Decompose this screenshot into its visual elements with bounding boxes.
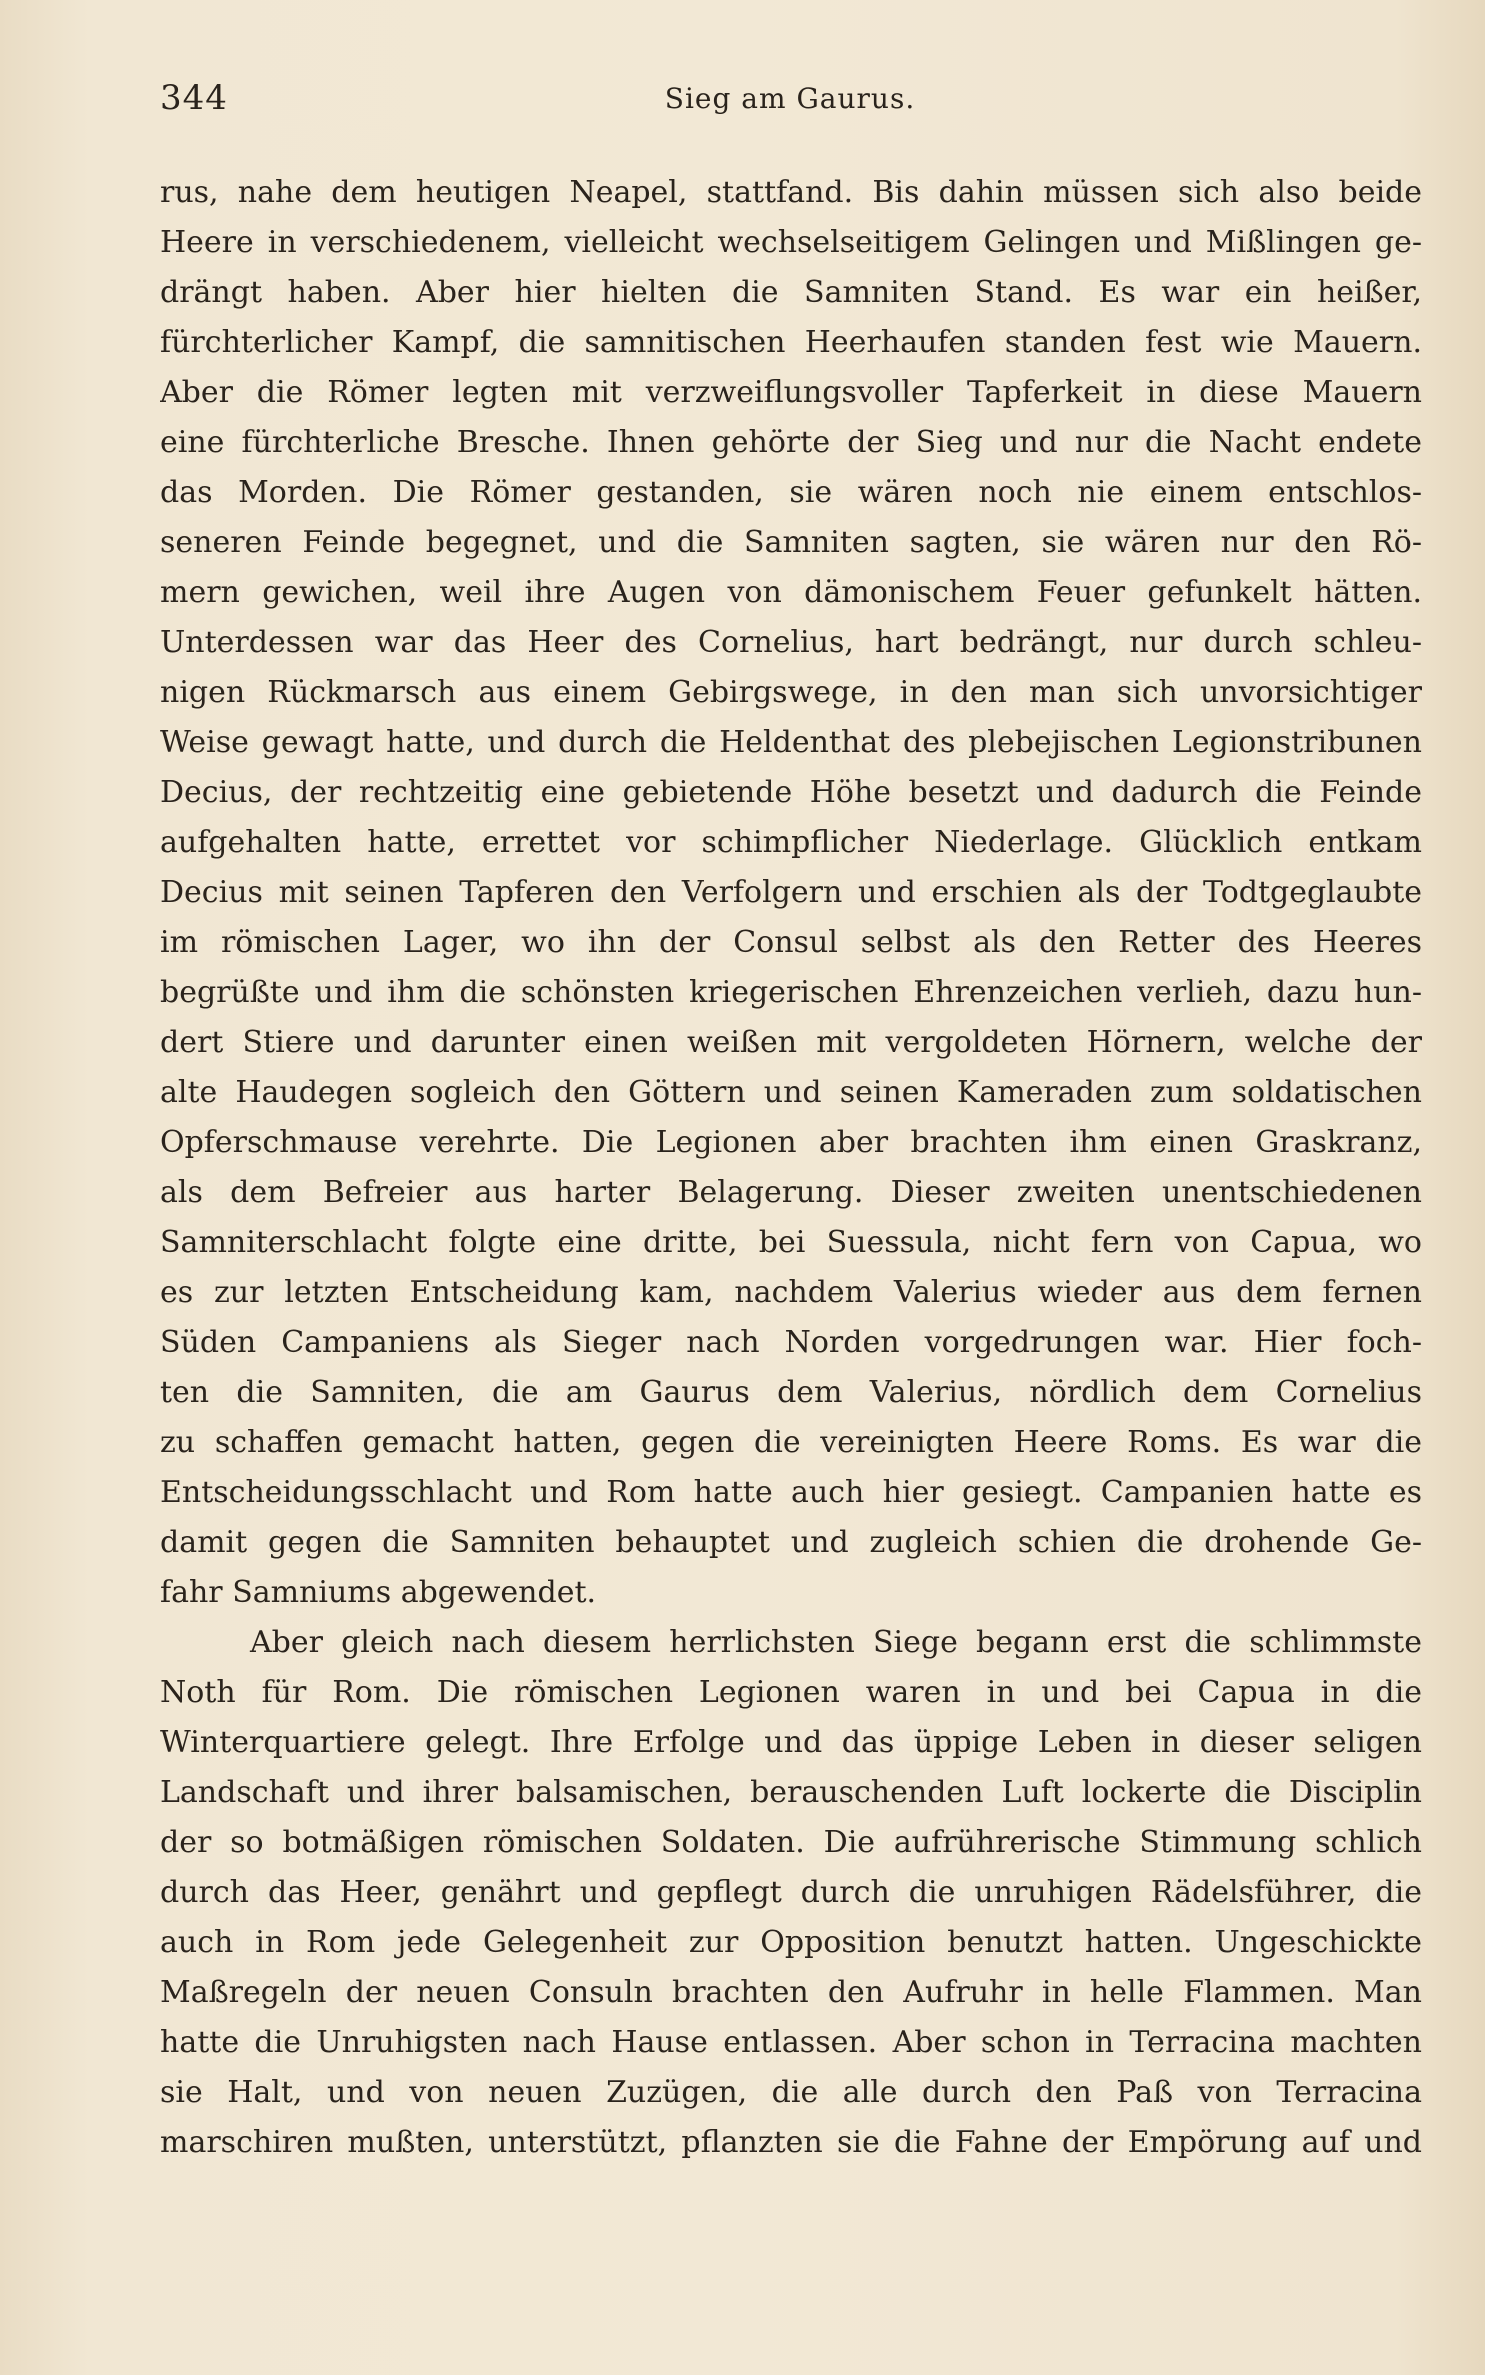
text-line: fahr Samniums abgewendet. (160, 1575, 597, 1610)
text-line: hatte die Unruhigsten nach Hause entlassen. Aber schon in Terracina machten (160, 2025, 1422, 2060)
text-line: dert Stiere und darunter einen weißen mit vergoldeten Hörnern, welche der (160, 1025, 1422, 1060)
running-title: Sieg am Gaurus. (664, 82, 916, 115)
text-line: Samniterschlacht folgte eine dritte, bei Suessula, nicht fern von Capua, wo (160, 1225, 1422, 1260)
text-line: Aber die Römer legten mit verzweiflungsvoller Tapferkeit in diese Mauern (160, 375, 1422, 410)
body-text (160, 168, 1422, 2168)
text-line: als dem Befreier aus harter Belagerung. Dieser zweiten unentschiedenen (160, 1175, 1422, 1210)
text-line: nigen Rückmarsch aus einem Gebirgswege, in den man sich unvorsichtiger (160, 675, 1422, 710)
text-line: Unterdessen war das Heer des Cornelius, hart bedrängt, nur durch schleu- (160, 625, 1422, 660)
text-line: Süden Campaniens als Sieger nach Norden vorgedrungen war. Hier foch- (160, 1325, 1422, 1360)
text-line: seneren Feinde begegnet, und die Samniten sagten, sie wären nur den Rö- (160, 525, 1422, 560)
text-line: Heere in verschiedenem, vielleicht wechselseitigem Gelingen und Mißlingen ge- (160, 225, 1422, 260)
text-line: zu schaffen gemacht hatten, gegen die vereinigten Heere Roms. Es war die (160, 1425, 1422, 1460)
text-line: das Morden. Die Römer gestanden, sie wären noch nie einem entschlos- (160, 475, 1422, 510)
text-line: alte Haudegen sogleich den Göttern und seinen Kameraden zum soldatischen (160, 1075, 1422, 1110)
text-line: marschiren mußten, unterstützt, pflanzten sie die Fahne der Empörung auf und (160, 2125, 1422, 2160)
text-line: mern gewichen, weil ihre Augen von dämonischem Feuer gefunkelt hätten. (160, 575, 1422, 610)
text-line: auch in Rom jede Gelegenheit zur Opposition benutzt hatten. Ungeschickte (160, 1925, 1422, 1960)
text-line: Aber gleich nach diesem herrlichsten Siege begann erst die schlimmste (250, 1625, 1422, 1660)
text-line: Noth für Rom. Die römischen Legionen waren in und bei Capua in die (160, 1675, 1422, 1710)
text-line: es zur letzten Entscheidung kam, nachdem Valerius wieder aus dem fernen (160, 1275, 1422, 1310)
text-line: Decius, der rechtzeitig eine gebietende Höhe besetzt und dadurch die Feinde (160, 775, 1422, 810)
text-line: Decius mit seinen Tapferen den Verfolgern und erschien als der Todtgeglaubte (160, 875, 1422, 910)
text-line: fürchterlicher Kampf, die samnitischen Heerhaufen standen fest wie Mauern. (160, 325, 1422, 360)
paragraph-1 (160, 168, 1422, 1618)
text-line: im römischen Lager, wo ihn der Consul selbst als den Retter des Heeres (160, 925, 1422, 960)
text-line: rus, nahe dem heutigen Neapel, stattfand. Bis dahin müssen sich also beide (160, 175, 1422, 210)
text-line: Opferschmause verehrte. Die Legionen aber brachten ihm einen Graskranz, (160, 1125, 1422, 1160)
text-line: der so botmäßigen römischen Soldaten. Die aufrührerische Stimmung schlich (160, 1825, 1422, 1860)
text-line: sie Halt, und von neuen Zuzügen, die alle durch den Paß von Terracina (160, 2075, 1422, 2110)
text-line: aufgehalten hatte, errettet vor schimpflicher Niederlage. Glücklich entkam (160, 825, 1422, 860)
page-header (160, 78, 1420, 128)
text-line: Maßregeln der neuen Consuln brachten den Aufruhr in helle Flammen. Man (160, 1975, 1422, 2010)
paragraph-2 (160, 1618, 1422, 2168)
text-line: Weise gewagt hatte, und durch die Heldenthat des plebejischen Legionstribunen (160, 725, 1422, 760)
text-line: durch das Heer, genährt und gepflegt durch die unruhigen Rädelsführer, die (160, 1875, 1422, 1910)
page-number: 344 (160, 78, 228, 118)
text-line: Entscheidungsschlacht und Rom hatte auch hier gesiegt. Campanien hatte es (160, 1475, 1422, 1510)
text-line: eine fürchterliche Bresche. Ihnen gehörte der Sieg und nur die Nacht endete (160, 425, 1422, 460)
text-line: ten die Samniten, die am Gaurus dem Valerius, nördlich dem Cornelius (160, 1375, 1422, 1410)
text-line: damit gegen die Samniten behauptet und zugleich schien die drohende Ge- (160, 1525, 1422, 1560)
text-line: begrüßte und ihm die schönsten kriegerischen Ehrenzeichen verlieh, dazu hun- (160, 975, 1422, 1010)
text-line: Landschaft und ihrer balsamischen, berauschenden Luft lockerte die Disciplin (160, 1775, 1422, 1810)
text-line: Winterquartiere gelegt. Ihre Erfolge und das üppige Leben in dieser seligen (160, 1725, 1422, 1760)
text-line: drängt haben. Aber hier hielten die Samniten Stand. Es war ein heißer, (160, 275, 1422, 310)
